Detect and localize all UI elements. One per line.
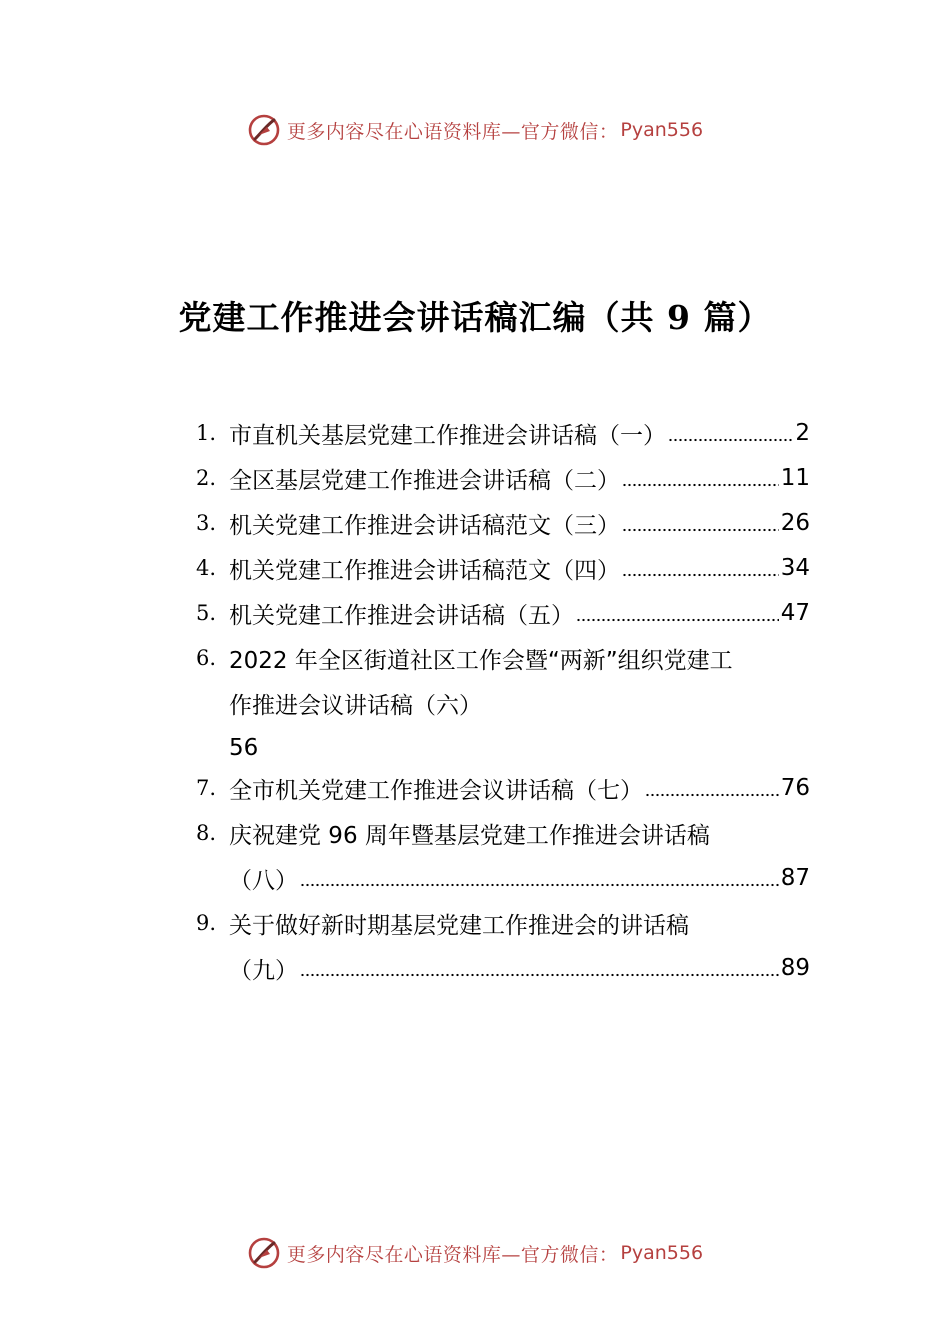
toc-entry-line[interactable] — [229, 949, 810, 987]
toc-entry-title: 机关党建工作推进会讲话稿范文（四） — [229, 557, 620, 584]
toc-entry-title: 机关党建工作推进会讲话稿（五） — [229, 602, 574, 629]
toc-entry-title: 关于做好新时期基层党建工作推进会的讲话稿 — [229, 912, 689, 939]
toc-entry-title: （九） — [229, 957, 298, 984]
banner-text: 更多内容尽在心语资料库—官方微信： — [286, 1243, 619, 1266]
toc-entry-title: 市直机关基层党建工作推进会讲话稿（一） — [229, 422, 666, 449]
toc-entry-line[interactable] — [229, 414, 810, 452]
toc-entry-title: 2022 年全区街道社区工作会暨“两新”组织党建工 — [229, 647, 733, 674]
toc-item-number: 4. — [196, 556, 217, 580]
toc-page-number: 26 — [780, 510, 810, 536]
toc-page-number: 2 — [795, 420, 810, 446]
toc-entry-title: 全区基层党建工作推进会讲话稿（二） — [229, 467, 620, 494]
toc-entry-title: （八） — [229, 867, 298, 894]
wechat-handle: Pyan556 — [620, 1242, 704, 1264]
toc-item-number: 5. — [196, 601, 217, 625]
toc-item-number: 9. — [196, 911, 217, 935]
toc-entry-line[interactable] — [229, 729, 810, 767]
toc-entry-line[interactable] — [229, 904, 810, 942]
toc-item-number: 3. — [196, 511, 217, 535]
toc-entry-title: 全市机关党建工作推进会议讲话稿（七） — [229, 777, 643, 804]
footer-banner — [0, 1233, 950, 1273]
toc-item-number: 2. — [196, 466, 217, 490]
toc-item-number: 6. — [196, 646, 217, 670]
dot-leader — [622, 483, 779, 487]
toc-entry-line[interactable] — [229, 859, 810, 897]
toc-item-number: 1. — [196, 421, 217, 445]
toc-entry-line[interactable] — [229, 814, 810, 852]
banner-text: 更多内容尽在心语资料库—官方微信： — [286, 120, 619, 143]
dot-leader — [622, 528, 779, 532]
header-banner — [0, 110, 950, 150]
toc-item-number: 7. — [196, 776, 217, 800]
toc-page-number: 47 — [780, 600, 810, 626]
toc-page-number: 87 — [780, 865, 810, 891]
toc-entry-line[interactable] — [229, 639, 810, 677]
toc-entry-line[interactable] — [229, 594, 810, 632]
toc-entry-line[interactable] — [229, 769, 810, 807]
dot-leader — [645, 793, 779, 797]
document-title: 党建工作推进会讲话稿汇编（共 9 篇） — [178, 298, 772, 337]
toc-page-number: 89 — [780, 955, 810, 981]
toc-entry-title: 机关党建工作推进会讲话稿范文（三） — [229, 512, 620, 539]
toc-entry-line[interactable] — [229, 684, 810, 722]
toc-page-number: 76 — [780, 775, 810, 801]
toc-entry-line[interactable] — [229, 549, 810, 587]
toc-page-number: 11 — [780, 465, 810, 491]
dot-leader — [300, 883, 779, 887]
dot-leader — [668, 438, 793, 442]
toc-item-number: 8. — [196, 821, 217, 845]
dot-leader — [622, 573, 779, 577]
toc-entry-title: 庆祝建党 96 周年暨基层党建工作推进会讲话稿 — [229, 822, 710, 849]
toc-entry-line[interactable] — [229, 459, 810, 497]
toc-entry-title: 作推进会议讲话稿（六） — [229, 692, 482, 719]
brand-logo-icon — [247, 113, 281, 147]
toc-page-number: 34 — [780, 555, 810, 581]
toc-entry-line[interactable] — [229, 504, 810, 542]
dot-leader — [576, 618, 779, 622]
dot-leader — [300, 973, 779, 977]
wechat-handle: Pyan556 — [620, 119, 704, 141]
toc-entry-title: 56 — [229, 735, 259, 761]
brand-logo-icon — [247, 1236, 281, 1270]
